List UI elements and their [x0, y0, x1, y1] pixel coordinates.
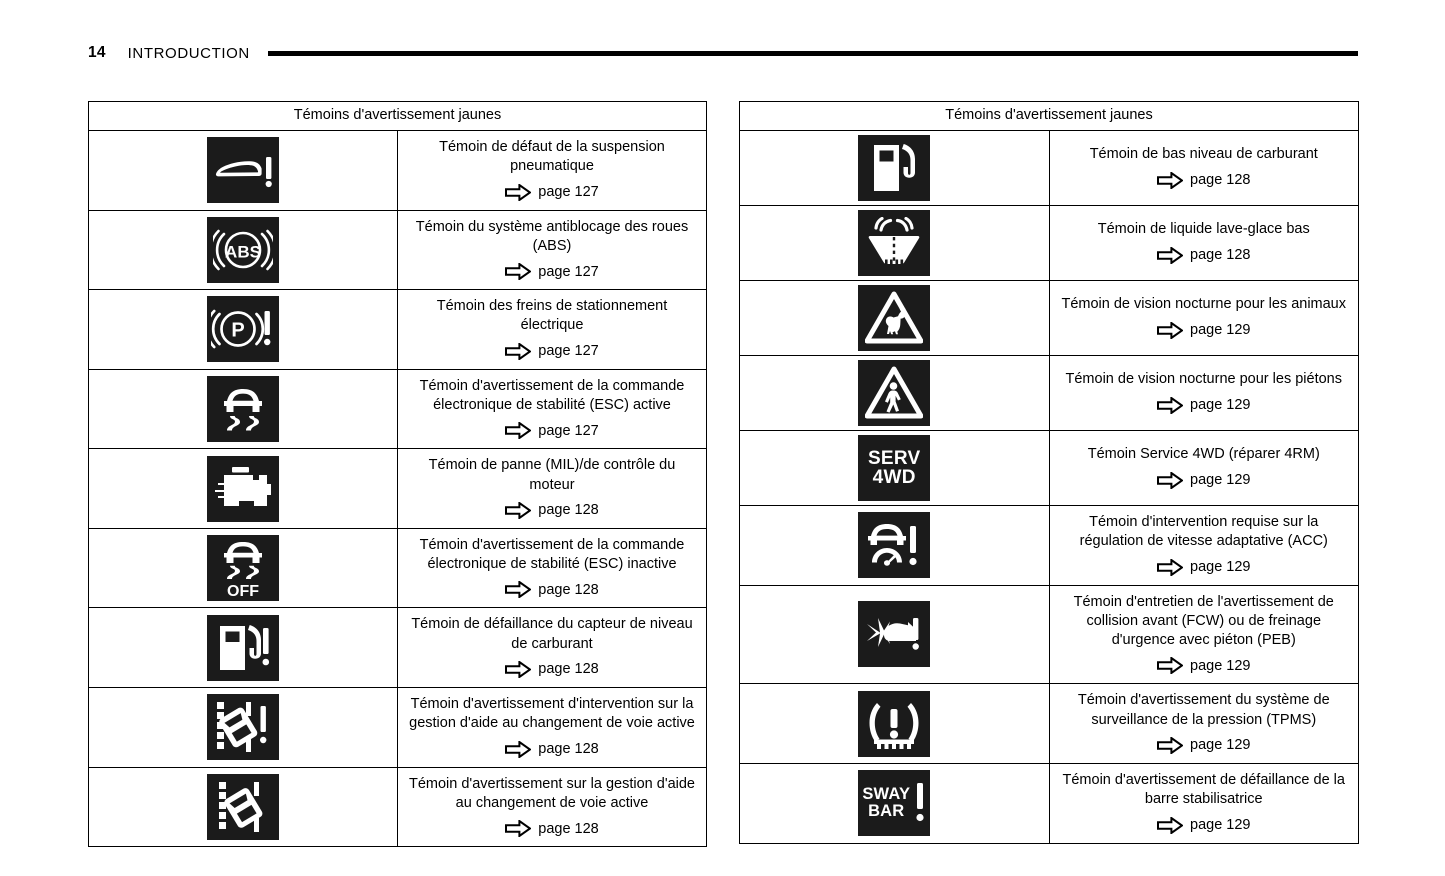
page-reference — [408, 263, 696, 280]
page-reference-label: page 129 — [1190, 472, 1251, 489]
icon-cell — [89, 131, 398, 211]
table-row — [89, 131, 707, 211]
table-row — [740, 585, 1359, 684]
svg-text:OFF: OFF — [227, 583, 259, 600]
night-vision-animal-icon — [858, 285, 930, 351]
right-arrow-icon — [1157, 247, 1183, 264]
page-reference-label: page 127 — [538, 263, 599, 280]
page-reference-label: page 129 — [1190, 817, 1251, 834]
page-reference-label: page 128 — [1190, 172, 1251, 189]
table-header-row — [740, 102, 1359, 131]
telltale-description: Témoin des freins de stationnement électrique — [436, 298, 668, 334]
table-row — [740, 131, 1359, 206]
description-cell — [1049, 281, 1359, 356]
table-header-left: Témoins d'avertissement jaunes — [89, 102, 707, 131]
right-arrow-icon — [1157, 737, 1183, 754]
esc-off-icon — [207, 535, 279, 601]
description-cell — [1049, 356, 1359, 431]
yellow-warning-telltales-table-left — [88, 101, 707, 847]
tpms-icon — [858, 691, 930, 757]
icon-cell — [89, 449, 398, 529]
page-reference-label: page 128 — [538, 661, 599, 678]
page-reference — [1060, 657, 1349, 674]
service-4wd-line1: SERV — [867, 447, 921, 469]
right-arrow-icon — [505, 343, 531, 360]
table-row — [740, 356, 1359, 431]
telltale-description: Témoin de défaillance du capteur de niveau de carburant — [411, 616, 693, 652]
right-arrow-icon — [505, 422, 531, 439]
svg-text:ABS: ABS — [225, 242, 261, 262]
telltale-description: Témoin de vision nocturne pour les animaux — [1061, 296, 1346, 313]
right-arrow-icon — [505, 820, 531, 837]
air-suspension-fault-icon — [207, 137, 279, 203]
page-reference — [1060, 247, 1349, 264]
lane-change-assist-icon — [207, 774, 279, 840]
section-title: INTRODUCTION — [127, 44, 250, 62]
table-header-right: Témoins d'avertissement jaunes — [740, 102, 1359, 131]
page-reference — [408, 661, 696, 678]
telltale-description: Témoin d'avertissement de la commande électronique de stabilité (ESC) active — [419, 377, 685, 413]
description-cell — [398, 687, 707, 767]
page-reference — [1060, 817, 1349, 834]
page-reference — [408, 741, 696, 758]
description-cell — [398, 528, 707, 608]
page-reference-label: page 129 — [1190, 657, 1251, 674]
description-cell — [398, 449, 707, 529]
table-row — [740, 281, 1359, 356]
table-row — [89, 528, 707, 608]
page-reference-label: page 127 — [538, 184, 599, 201]
icon-cell — [89, 369, 398, 449]
table-row — [89, 767, 707, 847]
icon-cell — [740, 356, 1050, 431]
table-row — [89, 687, 707, 767]
table-row — [89, 369, 707, 449]
page-reference — [408, 581, 696, 598]
page-reference-label: page 128 — [1190, 247, 1251, 264]
telltale-description: Témoin d'avertissement sur la gestion d'aide au changement de voie active — [408, 775, 695, 811]
service-4wd-icon-text — [868, 449, 921, 488]
telltale-description: Témoin de liquide lave-glace bas — [1097, 221, 1310, 238]
low-washer-fluid-icon — [858, 210, 930, 276]
description-cell — [1049, 763, 1359, 843]
page-reference — [408, 502, 696, 519]
table-body-left — [89, 131, 707, 847]
low-fuel-icon — [858, 135, 930, 201]
telltale-description: Témoin de vision nocturne pour les piétons — [1065, 371, 1342, 388]
right-arrow-icon — [1157, 322, 1183, 339]
right-arrow-icon — [505, 184, 531, 201]
abs-icon — [207, 217, 279, 283]
telltale-description: Témoin d'avertissement du système de surveillance de la pression (TPMS) — [1077, 692, 1330, 728]
description-cell — [398, 369, 707, 449]
page-reference — [1060, 559, 1349, 576]
page-reference — [408, 184, 696, 201]
right-arrow-icon — [505, 502, 531, 519]
icon-cell — [740, 506, 1050, 586]
right-arrow-icon — [1157, 172, 1183, 189]
table-row — [89, 449, 707, 529]
right-arrow-icon — [505, 741, 531, 758]
description-cell — [398, 608, 707, 688]
page-reference — [408, 422, 696, 439]
icon-cell — [740, 281, 1050, 356]
table-row — [89, 290, 707, 370]
table-row — [740, 763, 1359, 843]
service-4wd-icon — [858, 435, 930, 501]
right-arrow-icon — [1157, 657, 1183, 674]
page-reference-label: page 127 — [538, 343, 599, 360]
fuel-sensor-fault-icon — [207, 615, 279, 681]
icon-cell — [89, 290, 398, 370]
page-reference — [1060, 322, 1349, 339]
adaptive-cruise-control-icon — [858, 512, 930, 578]
icon-cell — [740, 763, 1050, 843]
icon-cell — [89, 608, 398, 688]
icon-cell — [740, 585, 1050, 684]
page-number: 14 — [88, 44, 106, 61]
right-arrow-icon — [505, 581, 531, 598]
page-reference-label: page 129 — [1190, 559, 1251, 576]
telltale-description: Témoin d'entretien de l'avertissement de collision avant (FCW) ou de freinage d'urgence avec piéton (PEB) — [1073, 593, 1334, 649]
icon-cell — [89, 210, 398, 290]
page-reference-label: page 129 — [1190, 397, 1251, 414]
electric-park-brake-icon — [207, 296, 279, 362]
page-reference-label: page 128 — [538, 820, 599, 837]
description-cell — [398, 210, 707, 290]
table-row — [89, 608, 707, 688]
icon-cell — [740, 684, 1050, 764]
page-reference-label: page 129 — [1190, 737, 1251, 754]
right-arrow-icon — [505, 263, 531, 280]
telltale-description: Témoin de bas niveau de carburant — [1089, 146, 1318, 163]
service-4wd-line2: 4WD — [872, 467, 916, 488]
page-reference-label: page 128 — [538, 502, 599, 519]
telltale-description: Témoin Service 4WD (réparer 4RM) — [1087, 446, 1320, 463]
page-reference-label: page 128 — [538, 581, 599, 598]
sway-bar-line1: SWAY — [862, 785, 911, 804]
page-reference-label: page 128 — [538, 741, 599, 757]
description-cell — [1049, 131, 1359, 206]
sway-bar-icon-text — [862, 786, 910, 820]
table-row — [89, 210, 707, 290]
page-reference — [1060, 472, 1349, 489]
page-reference — [408, 343, 696, 360]
telltale-description: Témoin du système antiblocage des roues (ABS) — [415, 218, 689, 254]
icon-cell — [740, 131, 1050, 206]
table-body-right — [740, 131, 1359, 844]
icon-cell — [89, 687, 398, 767]
icon-cell — [89, 767, 398, 847]
right-arrow-icon — [505, 661, 531, 678]
check-engine-icon — [207, 456, 279, 522]
page-reference — [1060, 737, 1349, 754]
page-reference — [1060, 397, 1349, 414]
telltale-description: Témoin de défaut de la suspension pneumatique — [439, 139, 665, 175]
header-divider-rule — [268, 51, 1358, 56]
right-arrow-icon — [1157, 397, 1183, 414]
yellow-warning-telltales-table-right — [739, 101, 1359, 844]
description-cell — [1049, 506, 1359, 586]
esc-active-icon — [207, 376, 279, 442]
page-reference — [1060, 172, 1349, 189]
description-cell — [398, 131, 707, 211]
sway-bar-icon — [858, 770, 930, 836]
description-cell — [1049, 585, 1359, 684]
right-arrow-icon — [1157, 817, 1183, 834]
description-cell — [398, 767, 707, 847]
telltale-description: Témoin d'avertissement de la commande électronique de stabilité (ESC) inactive — [419, 536, 685, 573]
night-vision-pedestrian-icon — [858, 360, 930, 426]
telltale-description: Témoin d'avertissement d'intervention sur la gestion d'aide au changement de voie active — [409, 695, 695, 732]
sway-bar-icon-content — [862, 780, 926, 826]
table-header-row — [89, 102, 707, 131]
telltale-description: Témoin d'avertissement de défaillance de la barre stabilisatrice — [1062, 771, 1345, 808]
forward-collision-warning-icon — [858, 601, 930, 667]
svg-text:P: P — [231, 319, 245, 342]
icon-cell — [89, 528, 398, 608]
page-reference-label: page 129 — [1190, 322, 1251, 339]
telltale-description: Témoin d'intervention requise sur la régulation de vitesse adaptative (ACC) — [1079, 514, 1328, 550]
table-row — [740, 206, 1359, 281]
description-cell — [1049, 431, 1359, 506]
table-row — [740, 684, 1359, 764]
lane-change-assist-intervention-icon — [207, 694, 279, 760]
page-header — [88, 42, 1358, 64]
page-reference — [408, 820, 696, 837]
right-arrow-icon — [1157, 559, 1183, 576]
description-cell — [1049, 206, 1359, 281]
description-cell — [1049, 684, 1359, 764]
icon-cell — [740, 431, 1050, 506]
right-arrow-icon — [1157, 472, 1183, 489]
description-cell — [398, 290, 707, 370]
icon-cell — [740, 206, 1050, 281]
exclamation-mark-icon — [914, 780, 926, 826]
sway-bar-line2: BAR — [868, 802, 905, 821]
telltale-description: Témoin de panne (MIL)/de contrôle du moteur — [428, 457, 676, 493]
table-row — [740, 431, 1359, 506]
page-reference-label: page 127 — [538, 422, 599, 439]
table-row — [740, 506, 1359, 586]
